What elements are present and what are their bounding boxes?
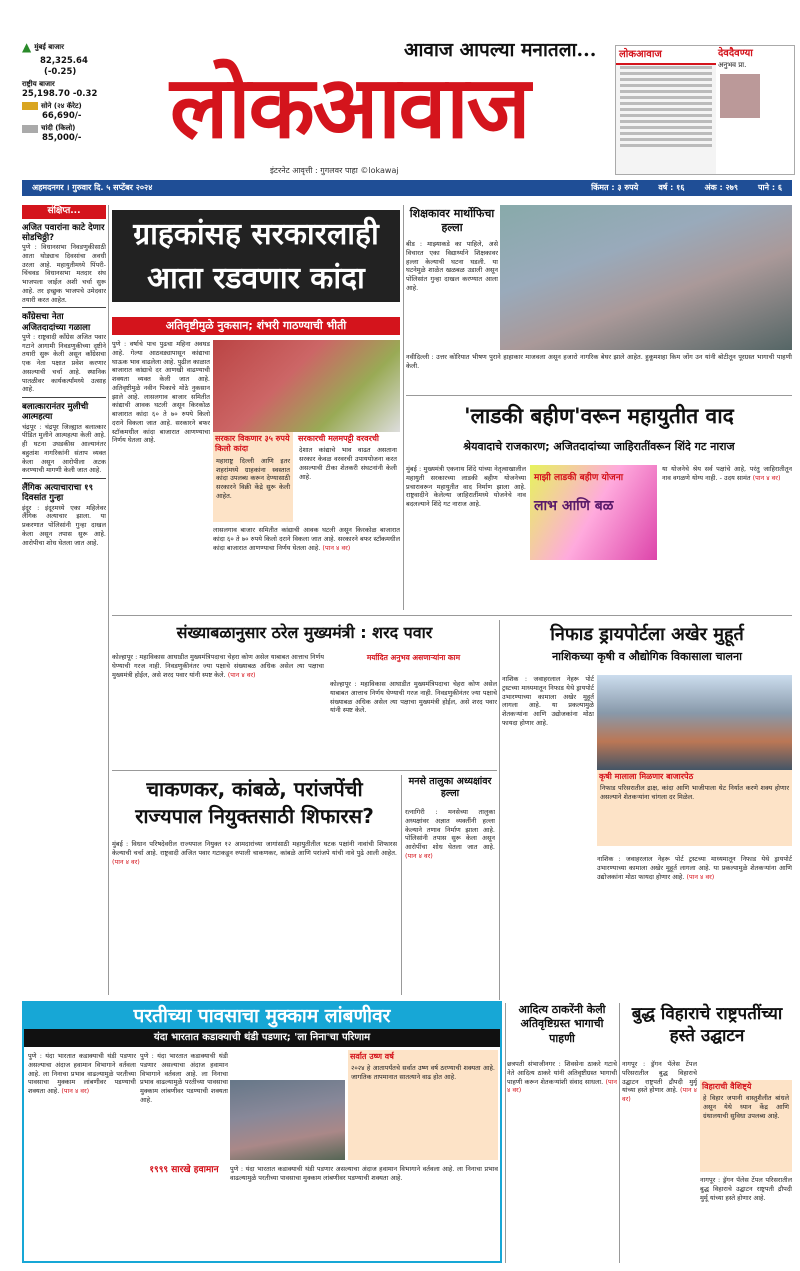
govt-relief-title: सरकारची मलमपट्टी वरवरची: [298, 434, 380, 443]
ladki-body: मुंबई : मुख्यमंत्री एकनाथ शिंदे यांच्या नेतृत्वाखालील महायुती सरकारच्या लाडकी बहीण योजनेच्या प्रचारावरून महायुतीत वाद निर्माण झाला आहे. राष्ट्रवादीने केलेल्या जाहिरातींमध्ये योजनेचे नाव बदलल्याने शिंदे गट नाराज आहे.: [406, 465, 526, 509]
hottest-year-box: [348, 1050, 498, 1160]
brief-body: चंद्रपूर : चंद्रपूर जिल्ह्यात बलात्कार पीडित मुलीने आत्महत्या केली आहे. ही घटना उघडकीस आल्यानंतर बहुतांश नागरिकांनी संताप व्यक्त केला असून आरोपीला अटक करण्याची मागणी केली जात आहे.: [22, 422, 106, 475]
gold-bar-icon: [22, 102, 38, 110]
lead-body-text: पुणे : वर्षाचे पाच पुढचा महिना अवघड आहे. गेल्या आठवड्यापासून कांद्याचा घाऊक भाव वाढलेला आहे. पुढील काळात बाजारात कांद्याचे दर आणखी वाढण्याची शक्यता व्यक्त केली जात आहे. अतिवृष्टीमुळे नवीन पिकाचे मोठे नुकसान झाले आहे.: [112, 340, 210, 401]
ladki-headline: 'लाडकी बहीण'वरून महायुतीत वाद: [464, 404, 734, 428]
mumbai-market-label: मुंबई बाजार: [34, 43, 64, 52]
pawar-red-subhead: मर्यादित अनुभव असणाऱ्यांना काम: [366, 653, 461, 662]
column-divider: [619, 1003, 620, 1263]
pawar-body-2: कोल्हापूर : महाविकास आघाडीत मुख्यमंत्रिपदाचा चेहरा कोण असेल याबाबत आत्ताच निर्णय घेण्याची गरज नाही. निवडणुकीनंतर ज्या पक्षाचे संख्याबळ अधिक असेल त्या पक्षाचा मुख्यमंत्री होईल, असे शरद पवार यांनी स्पष्ट केले.: [330, 680, 497, 715]
teacher-body: बीड : माझ्याकडे का पाहिले, असे विचारत एका विद्यार्थ्याने शिक्षकावर हल्ला केल्याची घटना घडली. या घटनेमुळे शाळेत खळबळ उडाली असून पोलिसांत गुन्हा दाखल करण्यात आला आहे.: [406, 240, 498, 292]
brief-body: इंदूर : इंदूरमध्ये एका महिलेवर लैंगिक अत्याचार झाला. या प्रकरणात पोलिसांनी गुन्हा दाखल केला असून तपास सुरू आहे. आरोपीचा शोध घेतला जात आहे.: [22, 503, 106, 547]
brief-body: पुणे : राष्ट्रवादी काँग्रेस अजित पवार गटाने आगामी निवडणुकीच्या दृष्टीने तयारी सुरू केली असून काँग्रेसचा एक नेता पक्षात प्रवेश करणार असल्याची चर्चा आहे. स्थानिक पातळीवर कार्यकर्त्यांमध्ये उत्साह आहे.: [22, 332, 106, 394]
promo-right-sub: अनुभव प्रा.: [718, 61, 747, 69]
brief-headline: काँग्रेसचा नेता अजितदादांच्या गळाला: [22, 312, 91, 333]
column-divider: [401, 775, 402, 995]
gold-value: 66,690/-: [42, 110, 82, 121]
govt-sale-box: [213, 432, 293, 522]
silver-value: 85,000/-: [42, 133, 82, 144]
thackeray-body: [507, 1060, 617, 1260]
rain-headline: परतीच्या पावसाचा मुक्काम लांबणीवर: [24, 1003, 500, 1029]
buddha-body: [622, 1060, 697, 1260]
agro-market-box: [597, 770, 792, 846]
edition-note: इंटरनेट आवृत्ती : गुगलवर पाहा ©lokawaj: [270, 166, 399, 175]
silver-bar-icon: [22, 125, 38, 133]
vihar-features-title: विहाराची वैशिष्ट्ये: [702, 1082, 752, 1091]
governor-body: [112, 840, 397, 995]
ladki-ad-line2: लाभ आणि बळ: [534, 497, 614, 514]
buddha-body-2: नागपूर : ड्रॅगन पॅलेस टेंपल परिसरातील बुद्ध विहाराचे उद्घाटन राष्ट्रपती द्रौपदी मुर्मू यांच्या हस्ते होणार आहे.: [700, 1176, 792, 1202]
price: किंमत : ३ रुपये: [591, 182, 639, 192]
thackeray-headline: आदित्य ठाकरेंनी केली अतिवृष्टिग्रस्त भागाची पाहणी: [518, 1003, 606, 1045]
masthead-slogan: आवाज आपल्या मनातला...: [404, 39, 597, 61]
brief-headline: अजित पवारांना काटे देणार सोडचिठ्ठी?: [22, 222, 105, 243]
niphad-headline: निफाड ड्रायपोर्टला अखेर मुहूर्त: [550, 624, 744, 645]
buddha-body-text: नागपूर : ड्रॅगन पॅलेस टेंपल परिसरातील बुद्ध विहाराचे उद्घाटन राष्ट्रपती द्रौपदी मुर्मू यांच्या हस्ते होणार आहे.: [622, 1060, 697, 1095]
agro-market-body: निफाड परिसरातील द्राक्ष, कांदा आणि भाजीपाला थेट निर्यात करणे शक्य होणार असल्याने शेतकऱ्यांना चांगला दर मिळेल.: [600, 784, 789, 802]
divider: [22, 397, 106, 398]
national-market-value: 25,198.70: [22, 88, 70, 99]
pawar-body-text: कोल्हापूर : महाविकास आघाडीत मुख्यमंत्रिपदाचा चेहरा कोण असेल याबाबत आत्ताच निर्णय घेण्याची गरज नाही. निवडणुकीनंतर ज्या पक्षाचे संख्याबळ अधिक असेल त्या पक्षाचा मुख्यमंत्री होईल, असे शरद पवार यांनी स्पष्ट केले.: [112, 653, 324, 679]
governor-headline: चाकणकर, कांबळे, परांजपेंची राज्यपाल नियुक्तसाठी शिफारस?: [135, 777, 374, 828]
continued-marker: (पान ४ वर): [507, 1077, 617, 1095]
portrait-photo: [720, 74, 760, 118]
column-divider: [108, 205, 109, 995]
mns-body: [405, 808, 495, 995]
issue-number: अंक : २७९: [704, 182, 738, 192]
continued-marker: (पान ४ वर): [752, 473, 781, 482]
lead-body: [112, 340, 210, 610]
niphad-continued: [597, 855, 792, 995]
divider: [22, 478, 106, 479]
continued-marker: (पान ४ वर): [686, 872, 715, 881]
ladki-ad-image: [530, 465, 657, 560]
chart-up-icon: ▲: [22, 40, 32, 54]
newspaper-logo: लोकआवाज: [170, 58, 529, 158]
section-divider: [112, 770, 497, 771]
brief-news-column: [22, 205, 106, 1105]
continued-marker: (पान ४ वर): [227, 670, 256, 679]
date-bar: [22, 180, 792, 196]
dryport-photo: [597, 675, 792, 770]
rain-body-3: पुणे : यंदा भारतात कडाक्याची थंडी पडणार असल्याचा अंदाज हवामान विभागाने वर्तवला आहे. ला निनाचा प्रभाव वाढल्यामुळे परतीच्या पावसाचा मुक्काम लांबणीवर पडण्याची शक्यता आहे.: [230, 1165, 498, 1182]
mns-body-text: रत्नागिरी : मनसेच्या तालुका अध्यक्षांवर अज्ञात व्यक्तींनी हल्ला केल्याने तणाव निर्माण झाला आहे. पोलिसांनी तपास सुरू केला असून आरोपींचा शोध घेतला जात आहे.: [405, 808, 495, 852]
year: वर्ष : १६: [658, 182, 685, 192]
buddha-headline: बुद्ध विहाराचे राष्ट्रपतींच्या हस्ते उद्घाटन: [631, 1004, 783, 1047]
onion-photo: [213, 340, 400, 432]
hottest-year-title: सर्वात उष्ण वर्ष: [350, 1052, 394, 1061]
govt-relief-body: देशात कांद्याचे भाव वाढत असताना सरकार केवळ वरवरची उपाययोजना करत असल्याची टीका शेतकरी संघटनांनी केली आहे.: [299, 446, 397, 481]
brief-headline: बलात्कारानंतर मुलीची आत्महत्या: [22, 402, 89, 423]
niphad-body-text-2: नाशिक : जवाहरलाल नेहरू पोर्ट ट्रस्टच्या माध्यमातून निफाड येथे ड्रायपोर्ट उभारण्याच्या कामाला अखेर मुहूर्त लागला आहे. या प्रकल्पामुळे शेतकऱ्यांना आणि उद्योजकांना मोठा फायदा होणार आहे.: [597, 855, 792, 881]
promo-right-title: देवदैवण्या: [718, 48, 753, 59]
brief-label: संक्षिप्त...: [22, 205, 106, 219]
govt-relief-box: [296, 432, 400, 522]
column-divider: [505, 1003, 506, 1263]
promo-text-lines: [620, 66, 712, 150]
page-count: पाने : ६: [758, 182, 782, 192]
weather-note: १९९९ सारखे हवामान: [149, 1165, 219, 1175]
continued-marker: (पान ४ वर): [405, 851, 433, 860]
rain-body-text: पुणे : यंदा भारतात कडाक्याची थंडी पडणार असल्याचा अंदाज हवामान विभागाने वर्तवला आहे. ला निनाचा प्रभाव वाढल्यामुळे परतीच्या पावसाचा मुक्काम लांबणीवर पडण्याची शक्यता आहे.: [28, 1052, 136, 1096]
divider: [22, 307, 106, 308]
lead-continued: [213, 526, 400, 606]
vihar-features-body: हे विहार जपानी वास्तुशैलीत बांधले असून येथे ध्यान केंद्र आणि ग्रंथालयाची सुविधा उपलब्ध आहे.: [703, 1094, 789, 1120]
section-divider: [112, 615, 792, 616]
rain-body-2: पुणे : यंदा भारतात कडाक्याची थंडी पडणार असल्याचा अंदाज हवामान विभागाने वर्तवला आहे. ला निनाचा प्रभाव वाढल्यामुळे परतीच्या पावसाचा मुक्काम लांबणीवर पडण्याची शक्यता आहे.: [140, 1052, 228, 1104]
ladki-ad-line1: माझी लाडकी बहीण योजना: [534, 473, 624, 483]
brief-body: पुणे : विधानसभा निवडणुकीसाठी आता थोड्याच दिवसांचा अवधी उरला आहे. महायुतीमध्ये पिंपरी-चिंचवड विधानसभा मतदार संघ भाजपला जाईल अशी चर्चा सुरू आहे. तर इच्छुक भाजपचे उमेदवार तयारी करत आहेत.: [22, 243, 106, 304]
lead-headline: ग्राहकांसह सरकारलाही आता रडवणार कांदा: [112, 210, 400, 302]
mumbai-market-value: 82,325.64: [40, 55, 88, 66]
brief-headline: लैंगिक अत्याचाराचा १९ दिवसांत गुन्हा: [22, 483, 94, 504]
mns-headline: मनसे तालुका अध्यक्षांवर हल्ला: [408, 776, 492, 799]
agro-market-title: कृषी मालाला मिळणार बाजारपेठ: [599, 772, 694, 781]
ladki-quote-text: या योजनेचे श्रेय सर्व पक्षांचे आहे, परंतु जाहिरातीतून नाव वगळणे योग्य नाही. - उदय सामंत: [662, 465, 792, 482]
column-divider: [499, 620, 500, 1000]
govt-sale-body: महाराष्ट्र दिल्ली आणि इतर शहरांमध्ये ग्राहकांना स्वस्तात कांदा उपलब्ध करून देण्यासाठी सरकारने विक्री केंद्रे सुरू केली आहेत.: [216, 456, 290, 500]
rain-subhead: यंदा भारतात कडाक्याची थंडी पडणार; 'ला निना'चा परिणाम: [24, 1029, 500, 1047]
national-market-label: राष्ट्रीय बाजार: [22, 79, 55, 88]
promo-left-title: लोकआवाज: [616, 46, 794, 65]
lead-subhead: अतिवृष्टीमुळे नुकसान; शंभरी गाठण्याची भीती: [112, 317, 400, 335]
niphad-subhead: नाशिकच्या कृषी व औद्योगिक विकासाला चालना: [552, 650, 742, 663]
pawar-body: [112, 653, 324, 763]
flood-caption: नवीदिल्ली : उत्तर कोरियात भीषण पुराने हाहाकार माजवला असून हजारो नागरिक बेघर झाले आहेत. हुकूमशहा किम जोंग उन यांनी बोटीतून पूरग्रस्त भागाची पाहणी केली.: [406, 353, 792, 370]
ladki-subhead: श्रेयवादाचे राजकारण; अजितदादांच्या जाहिरातींवरून शिंदे गट नाराज: [463, 440, 735, 453]
promo-right-panel: [716, 46, 795, 175]
govt-sale-title: सरकार विकणार ३५ रुपये किलो कांदा: [215, 434, 290, 454]
niphad-body: नाशिक : जवाहरलाल नेहरू पोर्ट ट्रस्टच्या माध्यमातून निफाड येथे ड्रायपोर्ट उभारण्याच्या कामाला अखेर मुहूर्त लागला आहे. या प्रकल्पामुळे शेतकऱ्यांना आणि उद्योजकांना मोठा फायदा होणार आहे.: [502, 675, 594, 727]
lead-body-text-3: लासलगाव बाजार समितीत कांद्याची आवक घटली असून किरकोळ बाजारात कांदा ६० ते ७० रुपये किलो दराने विकला जात आहे. सरकारने बफर स्टॉकमधील कांदा बाजारात आणण्याचा निर्णय घेतला आहे.: [213, 526, 400, 552]
market-ticker: [22, 40, 122, 178]
thackeray-body-text: छत्रपती संभाजीनगर : शिवसेना ठाकरे गटाचे नेते आदित्य ठाकरे यांनी अतिवृष्टीग्रस्त भागाची पाहणी करून शेतकऱ्यांशी संवाद साधला.: [507, 1060, 617, 1086]
ladki-quote: [662, 465, 792, 610]
governor-body-text: मुंबई : विधान परिषदेवरील राज्यपाल नियुक्त १२ आमदारांच्या जागांसाठी महायुतीतील घटक पक्षांनी नावांची शिफारस केल्याची चर्चा आहे. राष्ट्रवादी अजित पवार गटाकडून रुपाली चाकणकर, कांबळे आणि परांजपे यांची नावे पुढे आली आहेत.: [112, 840, 397, 857]
section-divider: [406, 395, 792, 396]
mumbai-market-change: (-0.25): [44, 66, 77, 77]
column-divider: [403, 205, 404, 610]
continued-marker: (पान ४ वर): [112, 857, 140, 866]
lead-body-text-2: लासलगाव बाजार समितीत कांद्याची आवक घटली असून किरकोळ बाजारात कांदा ६० ते ७० रुपये किलो दराने विकला जात आहे. सरकारने बफर स्टॉकमधील कांदा बाजारात आणण्याचा निर्णय घेतला आहे.: [112, 392, 210, 445]
continued-marker: (पान ४ वर): [622, 1086, 697, 1104]
silver-label: चांदी (किलो): [41, 123, 76, 132]
continued-marker: (पान ४ वर): [61, 1087, 90, 1096]
pawar-headline: संख्याबळानुसार ठरेल मुख्यमंत्री : शरद पवार: [176, 623, 433, 642]
city-date: अहमदनगर । गुरुवार दि. ५ सप्टेंबर २०२४: [32, 182, 153, 192]
vihar-features-box: [700, 1080, 792, 1172]
teacher-headline: शिक्षकावर मार्थोफिचा हल्ला: [409, 207, 495, 234]
gold-label: सोने (२४ कॅरेट): [41, 101, 82, 110]
continued-marker: (पान ४ वर): [322, 543, 351, 552]
hottest-year-body: २०२४ हे आतापर्यंतचे सर्वात उष्ण वर्ष ठरण्याची शक्यता आहे. जागतिक तापमानात सातत्याने वाढ होत आहे.: [351, 1064, 495, 1082]
promo-box: [615, 45, 795, 175]
rain-photo: [230, 1080, 345, 1160]
national-market-change: -0.32: [72, 88, 98, 99]
flood-boat-photo: [500, 205, 792, 350]
rain-body: [28, 1052, 136, 1257]
